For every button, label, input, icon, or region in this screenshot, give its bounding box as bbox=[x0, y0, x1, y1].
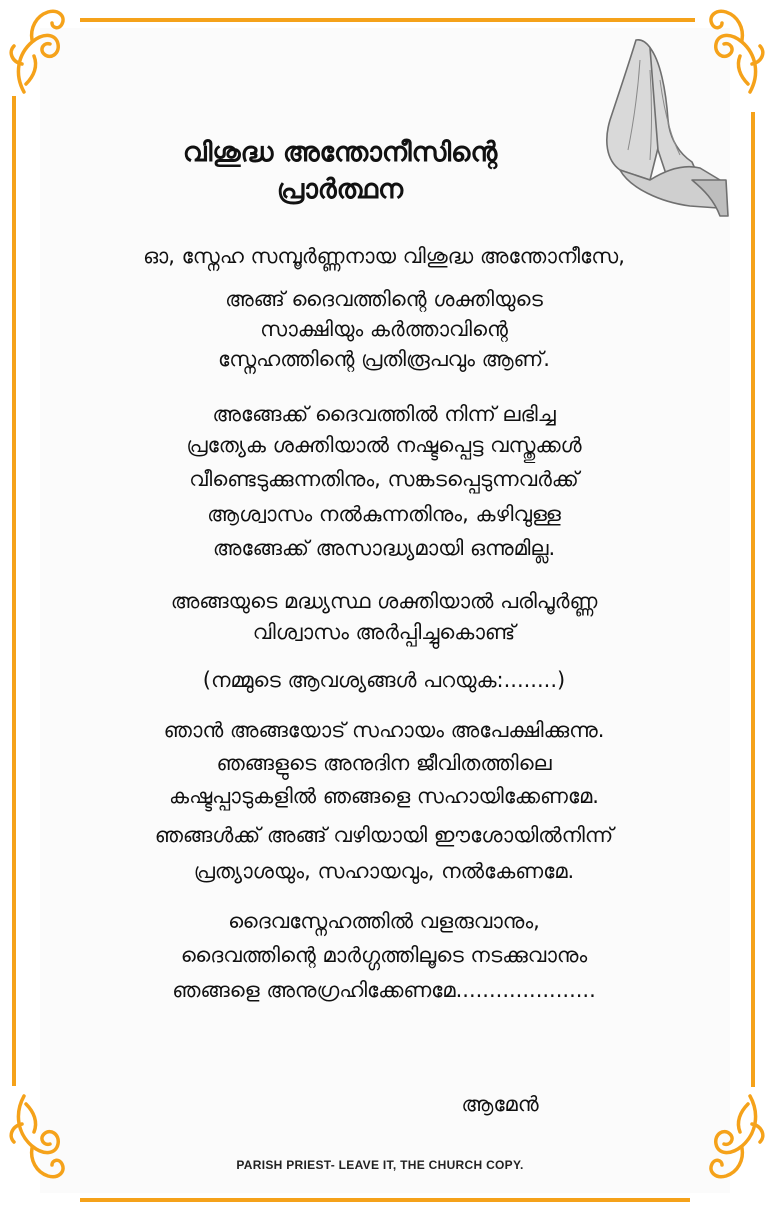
prayer-line: (നമ്മുടെ ആവശ്യങ്ങൾ പറയുക:........) bbox=[202, 668, 566, 692]
bottom-border-line bbox=[80, 1198, 690, 1202]
page-title-line-2: പ്രാർത്ഥന bbox=[276, 174, 404, 205]
ornament-corner-icon bbox=[4, 4, 74, 96]
prayer-line: അങ്ങയുടെ മദ്ധ്യസ്ഥ ശക്തിയാൽ പരിപൂർണ്ണ bbox=[170, 589, 598, 613]
prayer-line: ഞങ്ങൾക്ക് അങ്ങ് വഴിയായി ഈശോയിൽനിന്ന് bbox=[154, 823, 614, 847]
prayer-line: ഞാൻ അങ്ങയോട് സഹായം അപേക്ഷിക്കുന്നു. bbox=[163, 718, 605, 742]
ornament-corner-icon bbox=[4, 1092, 74, 1184]
prayer-line: അങ്ങേക്ക് ദൈവത്തിൽ നിന്ന് ലഭിച്ച bbox=[212, 402, 556, 426]
prayer-line: ആശ്വാസം നൽകുന്നതിനും, കഴിവുള്ള bbox=[207, 502, 561, 526]
prayer-line: കഷ്ടപ്പാടുകളിൽ ഞങ്ങളെ സഹായിക്കേണമേ. bbox=[169, 784, 599, 808]
top-border-line bbox=[80, 18, 695, 22]
prayer-line: വിശ്വാസം അർപ്പിച്ചുകൊണ്ട് bbox=[252, 620, 516, 644]
prayer-line: ദൈവത്തിന്റെ മാർഗ്ഗത്തിലൂടെ നടക്കുവാനും bbox=[180, 943, 588, 967]
ornament-corner-icon bbox=[700, 1092, 768, 1184]
amen-text: ആമേൻ bbox=[461, 1092, 539, 1116]
left-border-line bbox=[12, 96, 16, 1086]
prayer-line: വീണ്ടെടുക്കുന്നതിനും, സങ്കടപ്പെടുന്നവർക്ക് bbox=[189, 467, 579, 491]
prayer-line: ഓ, സ്നേഹ സമ്പൂർണ്ണനായ വിശുദ്ധ അന്തോനീസേ, bbox=[143, 244, 625, 268]
prayer-line: അങ്ങേക്ക് അസാദ്ധ്യമായി ഒന്നുമില്ല. bbox=[212, 536, 556, 560]
prayer-line: സ്നേഹത്തിന്റെ പ്രതിരൂപവും ആണ്. bbox=[218, 347, 550, 371]
prayer-line: ഞങ്ങളുടെ അനുദിന ജീവിതത്തിലെ bbox=[216, 751, 552, 775]
prayer-line: സാക്ഷിയും കർത്താവിന്റെ bbox=[260, 317, 508, 341]
footer-note: PARISH PRIEST- LEAVE IT, THE CHURCH COPY. bbox=[236, 1158, 524, 1172]
right-border-line bbox=[751, 112, 755, 1087]
prayer-line: പ്രത്യേക ശക്തിയാൽ നഷ്ടപ്പെട്ട വസ്തുക്കൾ bbox=[186, 433, 582, 457]
prayer-line: അങ്ങ് ദൈവത്തിന്റെ ശക്തിയുടെ bbox=[225, 287, 543, 311]
praying-hands-icon bbox=[580, 30, 730, 220]
prayer-line: ഞങ്ങളെ അനുഗ്രഹിക്കേണമേ..................... bbox=[172, 978, 596, 1002]
page-title-line-1: വിശുദ്ധ അന്തോനീസിന്റെ bbox=[182, 137, 498, 168]
prayer-line: ദൈവസ്നേഹത്തിൽ വളരുവാനും, bbox=[228, 909, 540, 933]
prayer-line: പ്രത്യാശയും, സഹായവും, നൽകേണമേ. bbox=[193, 859, 575, 883]
